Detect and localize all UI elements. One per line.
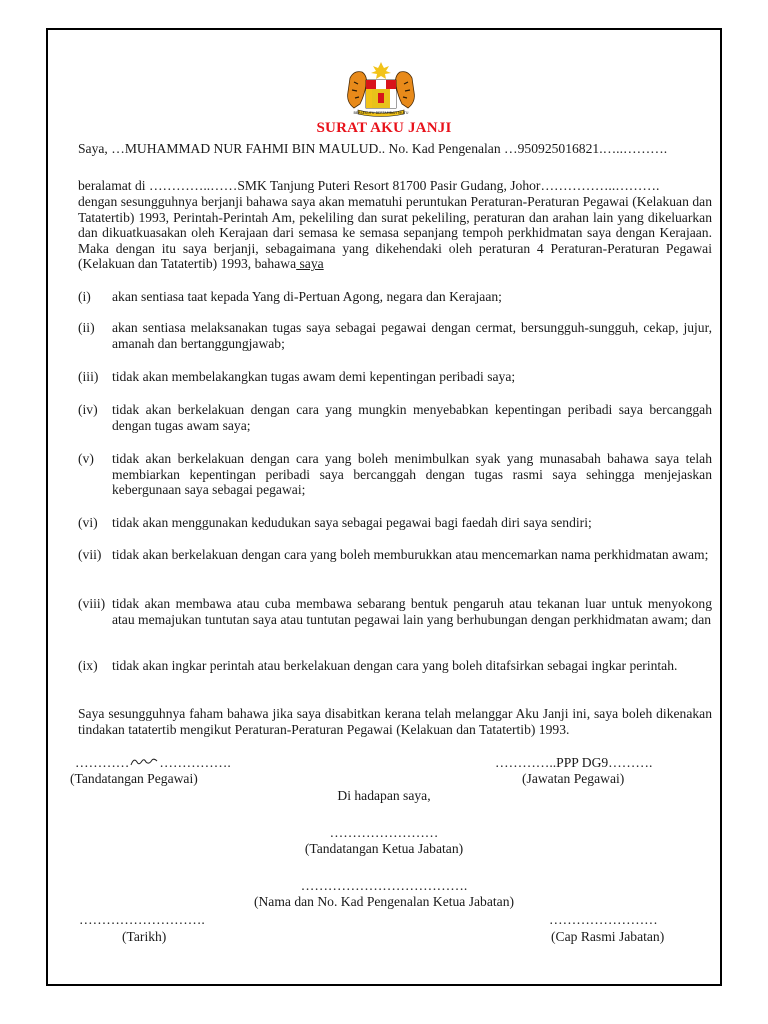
pledge-item-number: (vi)	[78, 515, 98, 530]
in-presence-text: Di hadapan saya,	[337, 788, 431, 803]
svg-text:BERSEKUTU BERTAMBAH MUTU: BERSEKUTU BERTAMBAH MUTU	[353, 111, 409, 115]
pledge-item-text: akan sentiasa taat kepada Yang di-Pertuan Agong, negara dan Kerajaan;	[112, 289, 502, 304]
pledge-item-text: tidak akan membelakangkan tugas awam demi kepentingan peribadi saya;	[112, 369, 516, 384]
document-title: SURAT AKU JANJI	[316, 120, 452, 136]
officer-position-value: …………..PPP DG9……….	[495, 755, 653, 770]
pledge-intro	[78, 194, 712, 272]
pledge-intro-text: dengan sesungguhnya berjanji bahawa saya akan mematuhi peruntukan Peraturan-Peraturan Pegawai (Kelakuan dan Tatatertib) 1993, Perintah-Perintah Am, pekeliling dan surat pekeliling, peraturan dan arahan lain yang dikeluarkan dan dikuatkuasakan oleh Kerajaan dari semasa ke semasa sepanjang tempoh perkhidmatan saya dengan Kerajaan. Maka dengan itu saya berjanji, sebagaimana yang dikehendaki oleh peraturan 4 Peraturan-Peraturan Pegawai (Kelakuan dan Tatatertib) 1993, bahawa	[78, 194, 712, 272]
label-head-signature: (Tandatangan Ketua Jabatan)	[304, 841, 464, 856]
pledge-item-text: tidak akan berkelakuan dengan cara yang mungkin menyebabkan kepentingan peribadi saya bercanggah dengan tugas awam saya;	[112, 402, 712, 433]
pledge-intro-end: saya	[296, 256, 324, 272]
head-name-dots: ……………………………….	[300, 878, 468, 893]
malaysia-coat-of-arms-icon	[340, 60, 422, 118]
pledge-item-text: tidak akan berkelakuan dengan cara yang boleh memburukkan atau mencemarkan nama perkhidmatan awam;	[112, 547, 709, 562]
pledge-item-number: (ii)	[78, 320, 95, 335]
pledge-item-text: tidak akan menggunakan kedudukan saya sebagai pegawai bagi faedah diri saya sendiri;	[112, 515, 592, 530]
pledge-item-text: tidak akan berkelakuan dengan cara yang boleh menimbulkan syak yang munasabah bahawa saya telah membiarkan kepentingan peribadi saya bercanggah dengan tugas rasmi saya sehingga menjejaskan kebergunaan saya sebagai pegawai;	[112, 451, 712, 498]
closing-paragraph: Saya sesungguhnya faham bahawa jika saya disabitkan kerana telah melanggar Aku Janji ini, saya boleh dikenakan tindakan tatatertib mengikut Peraturan-Peraturan Pegawai (Kelakuan dan Tatatertib) 1993.	[78, 706, 712, 737]
handwritten-signature-icon	[129, 756, 159, 768]
declarant-address-line: beralamat di …………..……SMK Tanjung Puteri Resort 81700 Pasir Gudang, Johor……………..……….	[78, 178, 660, 193]
date-dots: ……………………….	[79, 912, 205, 927]
officer-signature-line	[75, 755, 231, 771]
pledge-item-text: akan sentiasa melaksanakan tugas saya sebagai pegawai dengan cermat, bersungguh-sungguh, cekap, jujur, amanah dan bertanggungjawab;	[112, 320, 712, 351]
label-officer-position: (Jawatan Pegawai)	[522, 771, 625, 786]
pledge-item-number: (i)	[78, 289, 91, 304]
label-official-stamp: (Cap Rasmi Jabatan)	[551, 929, 665, 944]
label-officer-signature: (Tandatangan Pegawai)	[70, 771, 198, 786]
pledge-item-number: (v)	[78, 451, 94, 466]
pledge-item-text: tidak akan membawa atau cuba membawa sebarang bentuk pengaruh atau tekanan luar untuk menyokong atau memajukan tuntutan saya atau tuntutan pegawai lain yang berhubungan dengan perkhidmatan awam; dan	[112, 596, 712, 627]
pledge-item-number: (iii)	[78, 369, 99, 384]
pledge-item-number: (ix)	[78, 658, 98, 673]
pledge-item-number: (iv)	[78, 402, 98, 417]
pledge-item-text: tidak akan ingkar perintah atau berkelakuan dengan cara yang boleh ditafsirkan sebagai ingkar perintah.	[112, 658, 678, 673]
label-head-name: (Nama dan No. Kad Pengenalan Ketua Jabatan)	[253, 894, 515, 909]
signature-dots-left: …………	[75, 755, 130, 770]
pledge-item-number: (viii)	[78, 596, 106, 611]
stamp-dots: ……………………	[549, 912, 658, 927]
pledge-item-number: (vii)	[78, 547, 102, 562]
head-signature-dots: ……………………	[329, 825, 439, 840]
signature-dots-right: …………….	[159, 755, 231, 770]
declarant-name-line: Saya, …MUHAMMAD NUR FAHMI BIN MAULUD.. No. Kad Pengenalan …950925016821.…..……….	[78, 141, 668, 156]
label-date: (Tarikh)	[122, 929, 167, 944]
